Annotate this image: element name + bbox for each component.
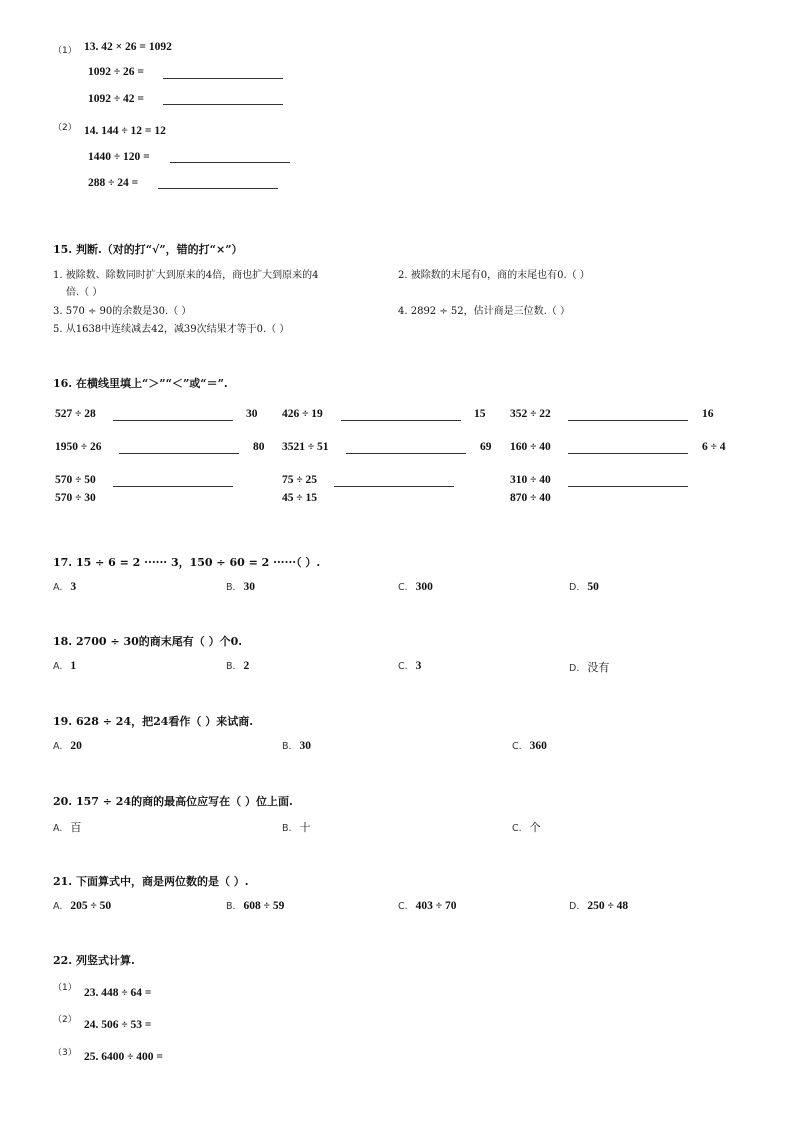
- question-20-title: 20. 157 ÷ 24的商的最高位应写在（ ）位上面.: [53, 795, 293, 808]
- equation: 288 ÷ 24 =: [88, 177, 139, 189]
- question-21-title: 21. 下面算式中，商是两位数的是（ ）.: [53, 875, 249, 888]
- option-a[interactable]: A. 205 ÷ 50: [53, 900, 112, 912]
- sub-label: （1）: [53, 983, 77, 993]
- option-a[interactable]: A. 3: [53, 581, 77, 593]
- option-b[interactable]: B. 30: [226, 581, 256, 593]
- answer-blank[interactable]: [568, 453, 688, 454]
- question-22-title: 22. 列竖式计算.: [53, 954, 135, 967]
- judgement-item-1-cont: 倍.（ ）: [66, 287, 103, 298]
- compare-left: 310 ÷ 40: [510, 474, 551, 486]
- calculation-item: 25. 6400 ÷ 400 =: [84, 1051, 163, 1063]
- answer-blank[interactable]: [113, 420, 233, 421]
- option-b[interactable]: B. 608 ÷ 59: [226, 900, 285, 912]
- answer-blank[interactable]: [346, 453, 466, 454]
- compare-right: 30: [246, 408, 258, 420]
- compare-left: 570 ÷ 50: [55, 474, 96, 486]
- option-b[interactable]: B. 2: [226, 660, 250, 672]
- compare-right: 69: [480, 441, 492, 453]
- answer-blank[interactable]: [568, 486, 688, 487]
- option-a[interactable]: A. 20: [53, 740, 82, 752]
- compare-left: 352 ÷ 22: [510, 408, 551, 420]
- sub-label: （1）: [53, 46, 77, 56]
- question-18-title: 18. 2700 ÷ 30的商末尾有（ ）个0.: [53, 635, 243, 648]
- judgement-item-3: 3. 570 ÷ 90的余数是30.（ ）: [53, 306, 192, 317]
- answer-blank[interactable]: [163, 78, 283, 79]
- option-a[interactable]: A. 1: [53, 660, 77, 672]
- sub-label: （3）: [53, 1048, 77, 1058]
- option-c[interactable]: C. 360: [512, 740, 547, 752]
- option-c[interactable]: C. 个: [512, 821, 541, 834]
- question-15-title: 15. 判断.（对的打“√”，错的打“×”）: [53, 243, 243, 256]
- option-b[interactable]: B. 十: [282, 821, 311, 834]
- option-d[interactable]: D. 没有: [569, 661, 610, 674]
- question-13-title: 13. 42 × 26 = 1092: [84, 41, 172, 53]
- compare-right: 80: [253, 441, 265, 453]
- compare-right: 870 ÷ 40: [510, 492, 551, 504]
- answer-blank[interactable]: [113, 486, 233, 487]
- answer-blank[interactable]: [334, 486, 454, 487]
- compare-right: 15: [474, 408, 486, 420]
- judgement-item-1: 1. 被除数、除数同时扩大到原来的4倍，商也扩大到原来的4: [53, 270, 319, 281]
- compare-left: 1950 ÷ 26: [55, 441, 102, 453]
- question-19-title: 19. 628 ÷ 24，把24看作（ ）来试商.: [53, 715, 254, 728]
- compare-left: 160 ÷ 40: [510, 441, 551, 453]
- compare-right: 16: [702, 408, 714, 420]
- judgement-item-2: 2. 被除数的末尾有0，商的末尾也有0.（ ）: [398, 270, 590, 281]
- option-c[interactable]: C. 403 ÷ 70: [398, 900, 457, 912]
- option-d[interactable]: D. 50: [569, 581, 599, 593]
- option-a[interactable]: A. 百: [53, 821, 82, 834]
- equation: 1092 ÷ 26 =: [88, 66, 144, 78]
- answer-blank[interactable]: [163, 104, 283, 105]
- sub-label: （2）: [53, 1015, 77, 1025]
- compare-left: 3521 ÷ 51: [282, 441, 329, 453]
- option-c[interactable]: C. 300: [398, 581, 433, 593]
- equation: 1440 ÷ 120 =: [88, 151, 150, 163]
- compare-right: 45 ÷ 15: [282, 492, 318, 504]
- answer-blank[interactable]: [158, 188, 278, 189]
- answer-blank[interactable]: [119, 453, 239, 454]
- compare-left: 75 ÷ 25: [282, 474, 318, 486]
- answer-blank[interactable]: [170, 162, 290, 163]
- option-c[interactable]: C. 3: [398, 660, 422, 672]
- equation: 1092 ÷ 42 =: [88, 93, 144, 105]
- judgement-item-5: 5. 从1638中连续减去42，减39次结果才等于0.（ ）: [53, 324, 290, 335]
- option-d[interactable]: D. 250 ÷ 48: [569, 900, 629, 912]
- compare-right: 570 ÷ 30: [55, 492, 96, 504]
- option-b[interactable]: B. 30: [282, 740, 312, 752]
- answer-blank[interactable]: [341, 420, 461, 421]
- compare-right: 6 ÷ 4: [702, 441, 726, 453]
- question-14-title: 14. 144 ÷ 12 = 12: [84, 125, 166, 137]
- judgement-item-4: 4. 2892 ÷ 52，估计商是三位数.（ ）: [398, 306, 570, 317]
- question-17-title: 17. 15 ÷ 6 = 2 ······ 3，150 ÷ 60 = 2 ······（ ）.: [53, 556, 321, 569]
- calculation-item: 24. 506 ÷ 53 =: [84, 1019, 152, 1031]
- compare-left: 527 ÷ 28: [55, 408, 96, 420]
- answer-blank[interactable]: [568, 420, 688, 421]
- question-16-title: 16. 在横线里填上“＞”“＜”或“＝”.: [53, 377, 228, 390]
- compare-left: 426 ÷ 19: [282, 408, 323, 420]
- calculation-item: 23. 448 ÷ 64 =: [84, 987, 152, 999]
- sub-label: （2）: [53, 123, 77, 133]
